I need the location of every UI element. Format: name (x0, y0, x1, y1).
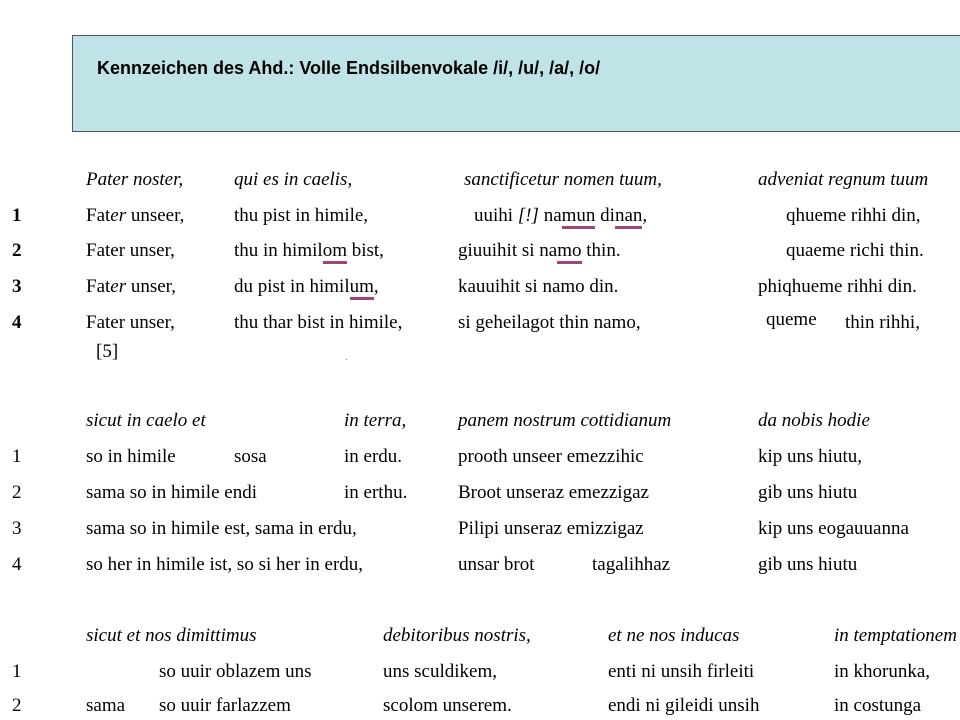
s1-row1-col1: Fater unseer, (86, 205, 185, 226)
s1-row4-col3: si geheilagot thin namo, (458, 312, 641, 333)
underline-ending: um (350, 276, 374, 300)
s3-row2-col2: scolom unserem. (383, 695, 512, 716)
s1-row4-col4a: queme (766, 309, 817, 330)
s2-row1-col4: kip uns hiutu, (758, 446, 862, 467)
s2-row4-col3a: unsar brot (458, 554, 535, 575)
s2-row2-col1: sama so in himile endi (86, 482, 257, 503)
underline-ending: nan (615, 205, 642, 229)
s2-header-3: panem nostrum cottidianum (458, 410, 672, 431)
s3-row2-col1: so uuir farlazzem (159, 695, 291, 716)
title-box (72, 35, 960, 132)
s2-header-4: da nobis hodie (758, 410, 870, 431)
s3-header-4: in temptationem (834, 625, 957, 646)
s3-row2-col3: endi ni gileidi unsih (608, 695, 760, 716)
s1-row1-col4: qhueme rihhi din, (786, 205, 921, 226)
s1-row2-col1: Fater unser, (86, 240, 175, 261)
s3-header-2: debitoribus nostris, (383, 625, 531, 646)
s3-row1-col3: enti ni unsih firleiti (608, 661, 755, 682)
s1-row1-col3: uuihi [!] namun dinan, (474, 205, 647, 227)
s1-row-number-4: 4 (12, 312, 22, 333)
underline-ending: mun (562, 205, 596, 229)
underline-ending: mo (557, 240, 581, 264)
slide-title: Kennzeichen des Ahd.: Volle Endsilbenvokale /i/, /u/, /a/, /o/ (97, 58, 601, 78)
s1-row1-col2: thu pist in himile, (234, 205, 369, 226)
s3-row1-col1: so uuir oblazem uns (159, 661, 312, 682)
s2-row-number-3: 3 (12, 518, 22, 539)
s1-row3-col3: kauuihit si namo din. (458, 276, 619, 297)
s2-row2-col3: Broot unseraz emezzigaz (458, 482, 649, 503)
s3-row1-col4: in khorunka, (834, 661, 931, 682)
s1-row-number-2: 2 (12, 240, 22, 261)
s1-row-number-1: 1 (12, 205, 22, 226)
s1-row4-col2: thu thar bist in himile, (234, 312, 403, 333)
s2-row1-col3: prooth unseer emezzihic (458, 446, 644, 467)
s2-row3-col1: sama so in himile est, sama in erdu, (86, 518, 357, 539)
s2-row-number-1: 1 (12, 446, 22, 467)
s3-row-number-1: 1 (12, 661, 22, 682)
s1-row3-col4: phiqhueme rihhi din. (758, 276, 917, 297)
s1-row4-col4b: thin rihhi, (845, 312, 920, 333)
s2-row2-col2: in erthu. (344, 482, 408, 503)
s2-row3-col4: kip uns eogauuanna (758, 518, 909, 539)
s2-row1-col1a: so in himile (86, 446, 176, 467)
s3-header-1: sicut et nos dimittimus (86, 625, 257, 646)
s2-row1-col2: in erdu. (344, 446, 403, 467)
s2-row3-col3: Pilipi unseraz emizzigaz (458, 518, 644, 539)
s1-row2-col4: quaeme richi thin. (786, 240, 924, 261)
s2-header-2: in terra, (344, 410, 407, 431)
s2-row4-col1: so her in himile ist, so si her in erdu, (86, 554, 364, 575)
s2-row-number-2: 2 (12, 482, 22, 503)
s1-row2-col2: thu in himilom bist, (234, 240, 384, 262)
s1-header-4: adveniat regnum tuum (758, 169, 929, 190)
s1-header-1: Pater noster, (86, 169, 184, 190)
s1-row4-col1: Fater unser, (86, 312, 175, 333)
s1-header-2: qui es in caelis, (234, 169, 353, 190)
s2-row4-col4: gib uns hiutu (758, 554, 858, 575)
s1-row3-col1: Fater unser, (86, 276, 177, 297)
s2-row4-col3b: tagalihhaz (592, 554, 671, 575)
footnote-marker: [5] (96, 341, 119, 362)
s3-row2-col4: in costunga (834, 695, 922, 716)
s2-row-number-4: 4 (12, 554, 22, 575)
stray-dot: · (345, 355, 349, 366)
s1-row-number-3: 3 (12, 276, 22, 297)
s3-row1-col2: uns sculdikem, (383, 661, 497, 682)
underline-ending: om (323, 240, 347, 264)
s3-header-3: et ne nos inducas (608, 625, 740, 646)
s2-header-1: sicut in caelo et (86, 410, 206, 431)
s1-row2-col3: giuuihit si namo thin. (458, 240, 621, 262)
s2-row1-col1b: sosa (234, 446, 267, 467)
s1-header-3: sanctificetur nomen tuum, (464, 169, 662, 190)
s1-row3-col2: du pist in himilum, (234, 276, 379, 298)
s3-row-number-2: 2 (12, 695, 22, 716)
s2-row2-col4: gib uns hiutu (758, 482, 858, 503)
s3-row2-col0: sama (86, 695, 126, 716)
